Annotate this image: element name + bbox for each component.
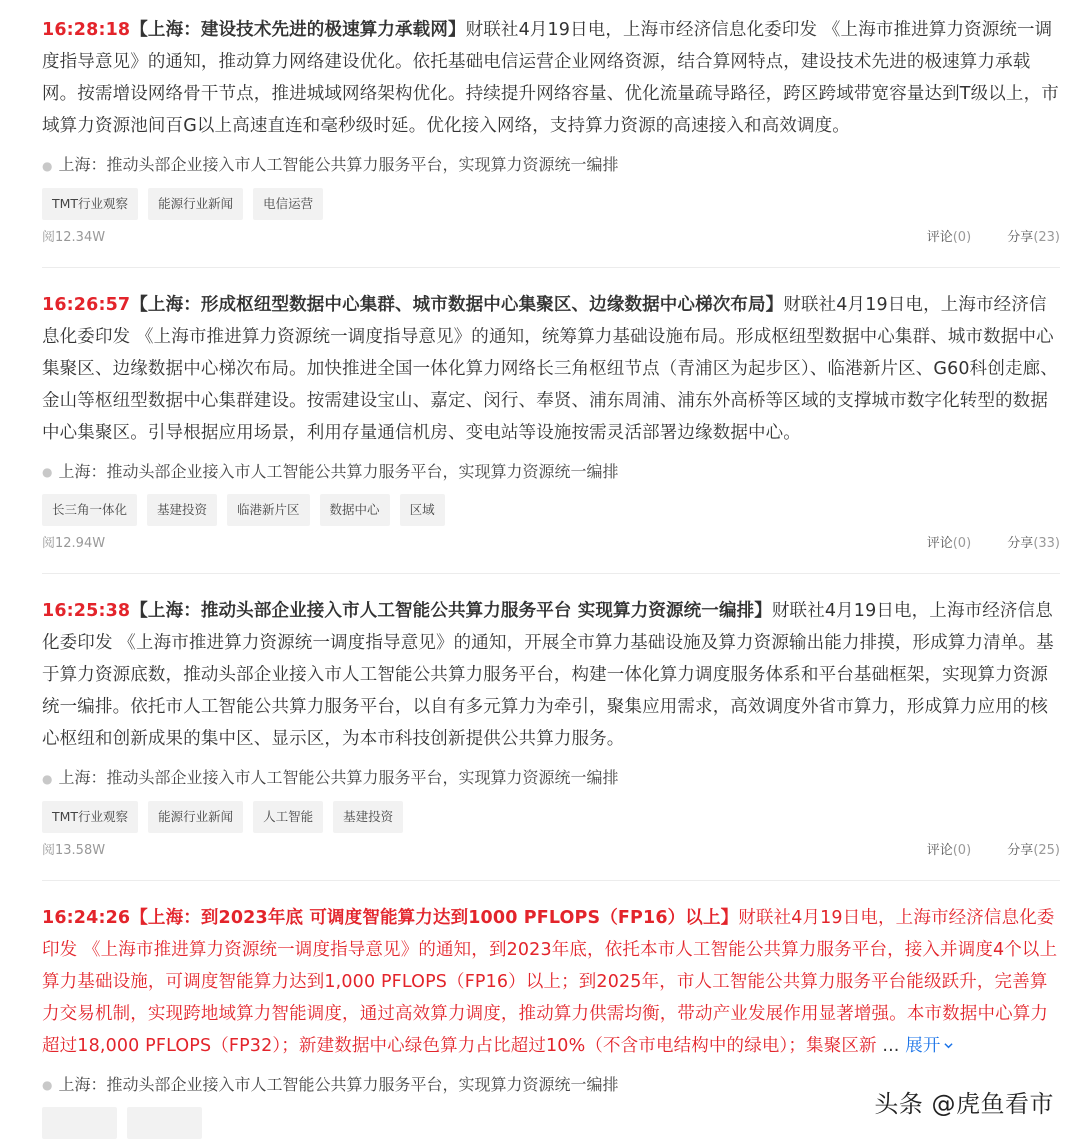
share-label: 分享 — [1007, 843, 1033, 858]
related-link-label: 上海：推动头部企业接入市人工智能公共算力服务平台，实现算力资源统一编排 — [58, 462, 618, 481]
read-count: 阅12.34W — [42, 229, 105, 247]
news-item — [42, 0, 1060, 268]
tag[interactable]: TMT行业观察 — [42, 188, 138, 220]
share-label: 分享 — [1007, 230, 1033, 245]
expand-button[interactable] — [905, 1036, 952, 1056]
bullet-icon: ● — [42, 465, 52, 479]
news-meta — [42, 535, 1060, 573]
news-title[interactable]: 【上海：到2023年底 可调度智能算力达到1000 PFLOPS（FP16）以上】 — [130, 908, 738, 928]
related-link[interactable] — [42, 459, 1060, 486]
comment-count: (0) — [953, 230, 971, 245]
expand-label: 展开 — [905, 1036, 940, 1056]
share-button[interactable] — [991, 230, 1060, 245]
tag[interactable]: 数据中心 — [320, 494, 390, 526]
comment-button[interactable] — [911, 536, 971, 551]
news-time: 16:24:26 — [42, 908, 130, 928]
news-text — [42, 595, 1060, 755]
news-body: 财联社4月19日电，上海市经济信息化委印发 《上海市推进算力资源统一调度指导意见》的通知，推动算力网络建设优化。依托基础电信运营企业网络资源，结合算网特点，建设技术先进的极速算力承载网。按需增设网络骨干节点，推进城域网络架构优化。持续提升网络容量、优化流量疏导路径，跨区跨域带宽容量达到T级以上，市域算力资源池间百G以上高速直连和毫秒级时延。优化接入网络，支持算力资源的高速接入和高效调度。 — [42, 20, 1059, 136]
tag[interactable]: 能源行业新闻 — [148, 801, 243, 833]
share-label: 分享 — [1007, 536, 1033, 551]
bullet-icon: ● — [42, 1078, 52, 1092]
chevron-down-icon — [944, 1041, 953, 1050]
tag-list — [42, 188, 1060, 220]
news-actions — [895, 535, 1060, 553]
news-title[interactable]: 【上海：建设技术先进的极速算力承载网】 — [130, 20, 465, 40]
news-text — [42, 902, 1060, 1062]
news-item — [42, 574, 1060, 881]
tag[interactable]: 区域 — [400, 494, 445, 526]
news-body: 财联社4月19日电，上海市经济信息化委印发 《上海市推进算力资源统一调度指导意见》的通知，统筹算力基础设施布局。形成枢纽型数据中心集群、城市数据中心集聚区、边缘数据中心梯次布局。加快推进全国一体化算力网络长三角枢纽节点（青浦区为起步区）、临港新片区、G60科创走廊、金山等枢纽型数据中心集群建设。按需建设宝山、嘉定、闵行、奉贤、浦东周浦、浦东外高桥等区域的支撑城市数字化转型的数据中心集聚区。引导根据应用场景，利用存量通信机房、变电站等设施按需灵活部署边缘数据中心。 — [42, 295, 1058, 443]
tag[interactable]: 基建投资 — [147, 494, 217, 526]
related-link-label: 上海：推动头部企业接入市人工智能公共算力服务平台，实现算力资源统一编排 — [58, 155, 618, 174]
read-count: 阅13.58W — [42, 842, 105, 860]
bullet-icon: ● — [42, 159, 52, 173]
comment-count: (0) — [953, 843, 971, 858]
news-title[interactable]: 【上海：形成枢纽型数据中心集群、城市数据中心集聚区、边缘数据中心梯次布局】 — [130, 295, 783, 315]
news-actions — [895, 842, 1060, 860]
news-title[interactable]: 【上海：推动头部企业接入市人工智能公共算力服务平台 实现算力资源统一编排】 — [130, 601, 772, 621]
share-count: (25) — [1033, 843, 1060, 858]
news-time: 16:28:18 — [42, 20, 130, 40]
share-button[interactable] — [991, 843, 1060, 858]
news-actions — [895, 229, 1060, 247]
tag[interactable]: 临港新片区 — [227, 494, 310, 526]
related-link[interactable] — [42, 765, 1060, 792]
comment-label: 评论 — [927, 843, 953, 858]
tag[interactable]: 能源行业新闻 — [148, 188, 243, 220]
news-text — [42, 14, 1060, 142]
related-link-label: 上海：推动头部企业接入市人工智能公共算力服务平台，实现算力资源统一编排 — [58, 768, 618, 787]
news-time: 16:25:38 — [42, 601, 130, 621]
watermark: 头条 @虎鱼看市 — [874, 1084, 1054, 1119]
ellipsis: ... — [877, 1036, 900, 1056]
related-link[interactable] — [42, 152, 1060, 179]
tag-list — [42, 494, 1060, 526]
tag[interactable]: 电信运营 — [253, 188, 323, 220]
tag[interactable]: 基建投资 — [333, 801, 403, 833]
comment-button[interactable] — [911, 230, 971, 245]
tag-list — [42, 801, 1060, 833]
comment-count: (0) — [953, 536, 971, 551]
share-count: (33) — [1033, 536, 1060, 551]
comment-label: 评论 — [927, 536, 953, 551]
read-count: 阅12.94W — [42, 535, 105, 553]
news-text — [42, 289, 1060, 449]
news-time: 16:26:57 — [42, 295, 130, 315]
tag[interactable]: 长三角一体化 — [42, 494, 137, 526]
share-count: (23) — [1033, 230, 1060, 245]
tag[interactable] — [42, 1107, 117, 1139]
related-link-label: 上海：推动头部企业接入市人工智能公共算力服务平台，实现算力资源统一编排 — [58, 1075, 618, 1094]
news-body: 财联社4月19日电，上海市经济信息化委印发 《上海市推进算力资源统一调度指导意见》的通知，到2023年底，依托本市人工智能公共算力服务平台，接入并调度4个以上算力基础设施，可调度智能算力达到1,000 PFLOPS（FP16）以上；到2025年，市人工智能公共算力服务平台能级跃升，完善算力交易机制，实现跨地域算力智能调度，通过高效算力调度，推动算力供需均衡，带动产业发展作用显著增强。本市数据中心算力超过18,000 PFLOPS（FP32）；新建数据中心绿色算力占比超过10%（不含市电结构中的绿电）；集聚区新 — [42, 908, 1057, 1056]
news-body: 财联社4月19日电，上海市经济信息化委印发 《上海市推进算力资源统一调度指导意见》的通知，开展全市算力基础设施及算力资源输出能力排摸，形成算力清单。基于算力资源底数，推动头部企业接入市人工智能公共算力服务平台，构建一体化算力调度服务体系和平台基础框架，实现算力资源统一编排。依托市人工智能公共算力服务平台，以自有多元算力为牵引，聚集应用需求，高效调度外省市算力，形成算力应用的核心枢纽和创新成果的集中区、显示区，为本市科技创新提供公共算力服务。 — [42, 601, 1054, 749]
news-item — [42, 268, 1060, 575]
tag[interactable] — [127, 1107, 202, 1139]
tag[interactable]: 人工智能 — [253, 801, 323, 833]
share-button[interactable] — [991, 536, 1060, 551]
comment-label: 评论 — [927, 230, 953, 245]
news-meta — [42, 229, 1060, 267]
tag[interactable]: TMT行业观察 — [42, 801, 138, 833]
bullet-icon: ● — [42, 772, 52, 786]
comment-button[interactable] — [911, 843, 971, 858]
news-meta — [42, 842, 1060, 880]
